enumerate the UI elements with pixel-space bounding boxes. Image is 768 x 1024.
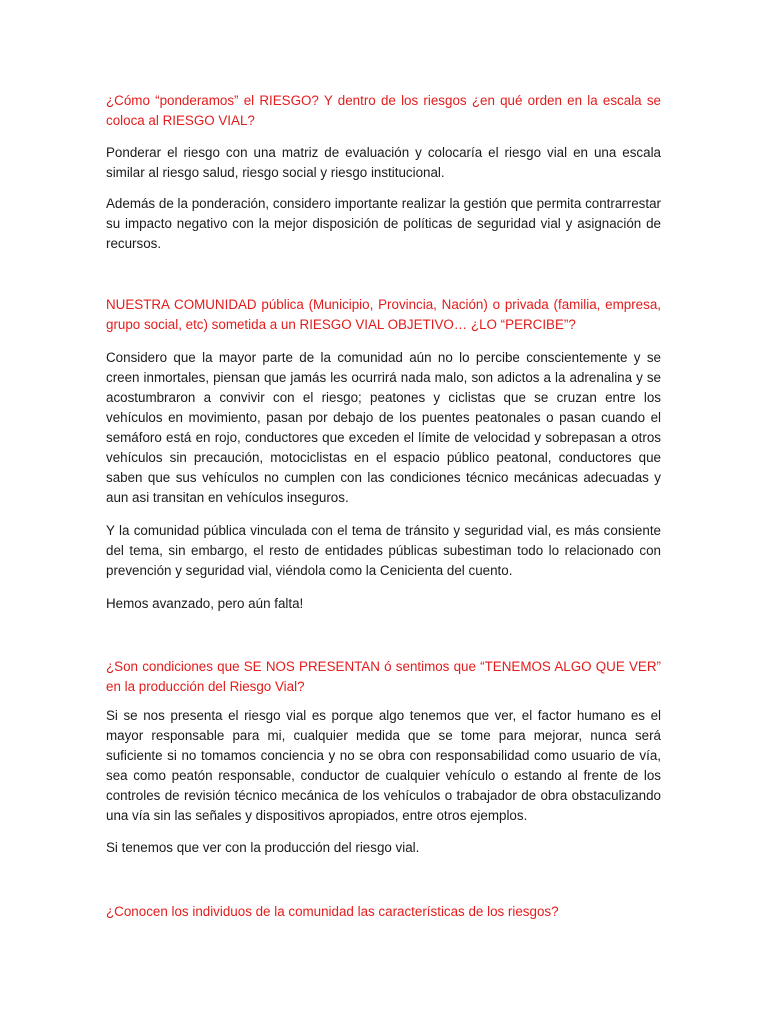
question-heading: ¿Cómo “ponderamos” el RIESGO? Y dentro de los riesgos ¿en qué orden en la escala se coloca al RIESGO VIAL? <box>106 93 661 128</box>
paragraph: Además de la ponderación, considero importante realizar la gestión que permita contrarrestar su impacto negativo con la mejor disposición de políticas de seguridad vial y asignación de recursos. <box>106 196 661 251</box>
paragraph: Considero que la mayor parte de la comunidad aún no lo percibe conscientemente y se creen inmortales, piensan que jamás les ocurrirá nada malo, son adictos a la adrenalina y se acostumbraron a convivir con el riesgo; peatones y ciclistas que se cruzan entre los vehículos en movimiento, pasan por debajo de los puentes peatonales o pasan cuando el semáforo está en rojo, conductores que exceden el límite de velocidad y sobrepasan a otros vehículos sin precaución, motociclistas en el espacio público peatonal, conductores que saben que sus vehículos no cumplen con las condiciones técnico mecánicas adecuadas y aun asi transitan en vehículos inseguros. <box>106 350 661 505</box>
paragraph: Hemos avanzado, pero aún falta! <box>106 596 304 611</box>
paragraph: Si se nos presenta el riesgo vial es porque algo tenemos que ver, el factor humano es el mayor responsable para mi, cualquier medida que se tome para mejorar, nunca será suficiente si no tomamos conciencia y no se obra con responsabilidad como usuario de vía, sea como peatón responsable, conductor de cualquier vehículo o estando al frente de los controles de revisión técnico mecánica de los vehículos o trabajador de obra obstaculizando una vía sin las señales y dispositivos apropiados, entre otros ejemplos. <box>106 708 661 823</box>
paragraph: Ponderar el riesgo con una matriz de evaluación y colocaría el riesgo vial en una escala similar al riesgo salud, riesgo social y riesgo institucional. <box>106 145 661 180</box>
question-heading: NUESTRA COMUNIDAD pública (Municipio, Provincia, Nación) o privada (familia, empresa, grupo social, etc) sometida a un RIESGO VIAL OBJETIVO… ¿LO “PERCIBE”? <box>106 297 661 332</box>
paragraph: Si tenemos que ver con la producción del riesgo vial. <box>106 840 420 855</box>
paragraph: Y la comunidad pública vinculada con el tema de tránsito y seguridad vial, es más consiente del tema, sin embargo, el resto de entidades públicas subestiman todo lo relacionado con prevención y seguridad vial, viéndola como la Cenicienta del cuento. <box>106 523 661 578</box>
question-heading: ¿Son condiciones que SE NOS PRESENTAN ó sentimos que “TENEMOS ALGO QUE VER” en la producción del Riesgo Vial? <box>106 659 661 694</box>
question-heading: ¿Conocen los individuos de la comunidad las características de los riesgos? <box>106 904 559 919</box>
